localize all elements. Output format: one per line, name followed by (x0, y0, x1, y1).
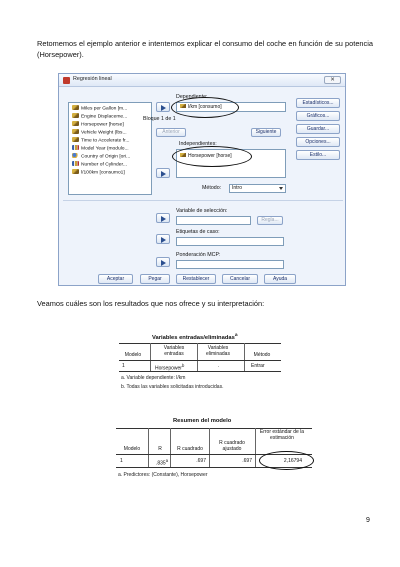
paste-button[interactable]: Pegar (140, 274, 170, 284)
move-wls-arrow-button[interactable] (156, 257, 170, 267)
table-rule (119, 371, 281, 372)
scale-icon (72, 105, 79, 110)
table-note: a. Variable dependiente: l/km (121, 375, 186, 381)
page-number: 9 (366, 517, 370, 524)
table-cell: Horsepower$^b$ (155, 363, 185, 372)
ok-button[interactable]: Aceptar (98, 274, 133, 284)
table-header: Variables eliminadas (206, 345, 230, 357)
method-select[interactable]: Intro (229, 184, 286, 193)
ordinal-icon (72, 145, 79, 150)
selection-variable-field[interactable] (176, 216, 251, 225)
chevron-down-icon (279, 187, 283, 190)
table-header: Error estándar de la estimación (259, 429, 305, 441)
list-item[interactable]: Model Year (modulo... (72, 145, 129, 153)
list-item[interactable]: Vehicle Weight (lbs... (72, 129, 127, 137)
table1-title: Variables entradas/eliminadas$^a$ (152, 333, 238, 341)
table-header: R cuadrado ajustado (219, 440, 245, 452)
previous-button[interactable]: Anterior (156, 128, 186, 137)
table-header: Variables entradas (163, 345, 185, 357)
reset-button[interactable]: Restablecer (176, 274, 216, 284)
table-cell: .697 (242, 458, 252, 464)
wls-weight-field[interactable] (176, 260, 284, 269)
statistics-button[interactable]: Estadísticos... (296, 98, 340, 108)
table-header: R cuadrado (177, 446, 203, 452)
intro-paragraph: Retomemos el ejemplo anterior e intentemos explicar el consumo del coche en función de su potencia (Horsepower). (37, 39, 373, 59)
table-header: Método (253, 352, 271, 358)
style-button[interactable]: Estilo... (296, 150, 340, 160)
table-cell: .835$^a$ (155, 458, 168, 467)
scale-icon (72, 169, 79, 174)
dialog-titlebar (59, 74, 345, 87)
case-labels-field[interactable] (176, 237, 284, 246)
list-item[interactable]: l/100km [consumo1] (72, 169, 125, 177)
move-case-labels-arrow-button[interactable] (156, 234, 170, 244)
results-paragraph: Veamos cuáles son los resultados que nos ofrece y su interpretación: (37, 299, 265, 308)
list-item[interactable]: Number of Cylinder... (72, 161, 127, 169)
dependent-label: Dependiente: (176, 94, 208, 100)
list-item[interactable]: Country of Origin [ori... (72, 153, 130, 161)
table2-title: Resumen del modelo (173, 418, 232, 424)
divider (63, 200, 343, 201)
wls-weight-label: Ponderación MCP: (176, 252, 221, 258)
table-cell: 2,16794 (283, 458, 302, 464)
method-label: Método: (202, 185, 222, 191)
next-button[interactable]: Siguiente (251, 128, 281, 137)
table-note: b. Todas las variables solicitadas introducidas. (121, 384, 224, 390)
highlight-oval (259, 451, 314, 470)
help-button[interactable]: Ayuda (264, 274, 296, 284)
table-cell: . (218, 363, 220, 369)
table-rule (119, 343, 281, 344)
dialog-title: Regresión lineal (73, 76, 112, 82)
list-item[interactable]: Miles per Gallon [m... (72, 105, 127, 113)
table-rule (119, 360, 281, 361)
move-independent-arrow-button[interactable] (156, 168, 170, 178)
table-cell: .697 (196, 458, 206, 464)
independents-label: Independientes: (179, 141, 217, 147)
plots-button[interactable]: Gráficos... (296, 111, 340, 121)
list-item[interactable]: Engine Displaceme... (72, 113, 127, 121)
table-header: Modelo (124, 352, 142, 358)
case-labels-label: Etiquetas de caso: (176, 229, 220, 235)
table-header: Modelo (123, 446, 141, 452)
list-item[interactable]: Time to Accelerate fr... (72, 137, 129, 145)
regression-app-icon (63, 77, 70, 84)
options-button[interactable]: Opciones... (296, 137, 340, 147)
table-cell: 1 (120, 458, 123, 464)
highlight-oval (171, 97, 239, 118)
scale-icon (72, 129, 79, 134)
scale-icon (72, 121, 79, 126)
variable-list[interactable] (68, 102, 152, 195)
cancel-button[interactable]: Cancelar (222, 274, 258, 284)
rule-button[interactable]: Regla... (257, 216, 283, 225)
move-selection-arrow-button[interactable] (156, 213, 170, 223)
table-cell: 1 (122, 363, 125, 369)
table-cell: Entrar (251, 363, 265, 369)
save-button[interactable]: Guardar... (296, 124, 340, 134)
highlight-oval (172, 146, 252, 167)
nominal-icon (72, 153, 79, 158)
dependent-value: l/km [consumo] (188, 104, 222, 110)
table-note: a. Predictores: (Constante), Horsepower (118, 472, 208, 478)
selection-variable-label: Variable de selección: (176, 208, 228, 214)
ordinal-icon (72, 161, 79, 166)
move-dependent-arrow-button[interactable] (156, 102, 170, 112)
list-item[interactable]: Horsepower [horse] (72, 121, 124, 129)
independent-variable: Horsepower [horse] (188, 153, 232, 159)
scale-icon (72, 113, 79, 118)
close-button[interactable]: ✕ (324, 76, 341, 84)
block-label: Bloque 1 de 1 (143, 116, 176, 122)
scale-icon (72, 137, 79, 142)
linear-regression-dialog (58, 73, 346, 286)
table-header: R (158, 446, 162, 452)
